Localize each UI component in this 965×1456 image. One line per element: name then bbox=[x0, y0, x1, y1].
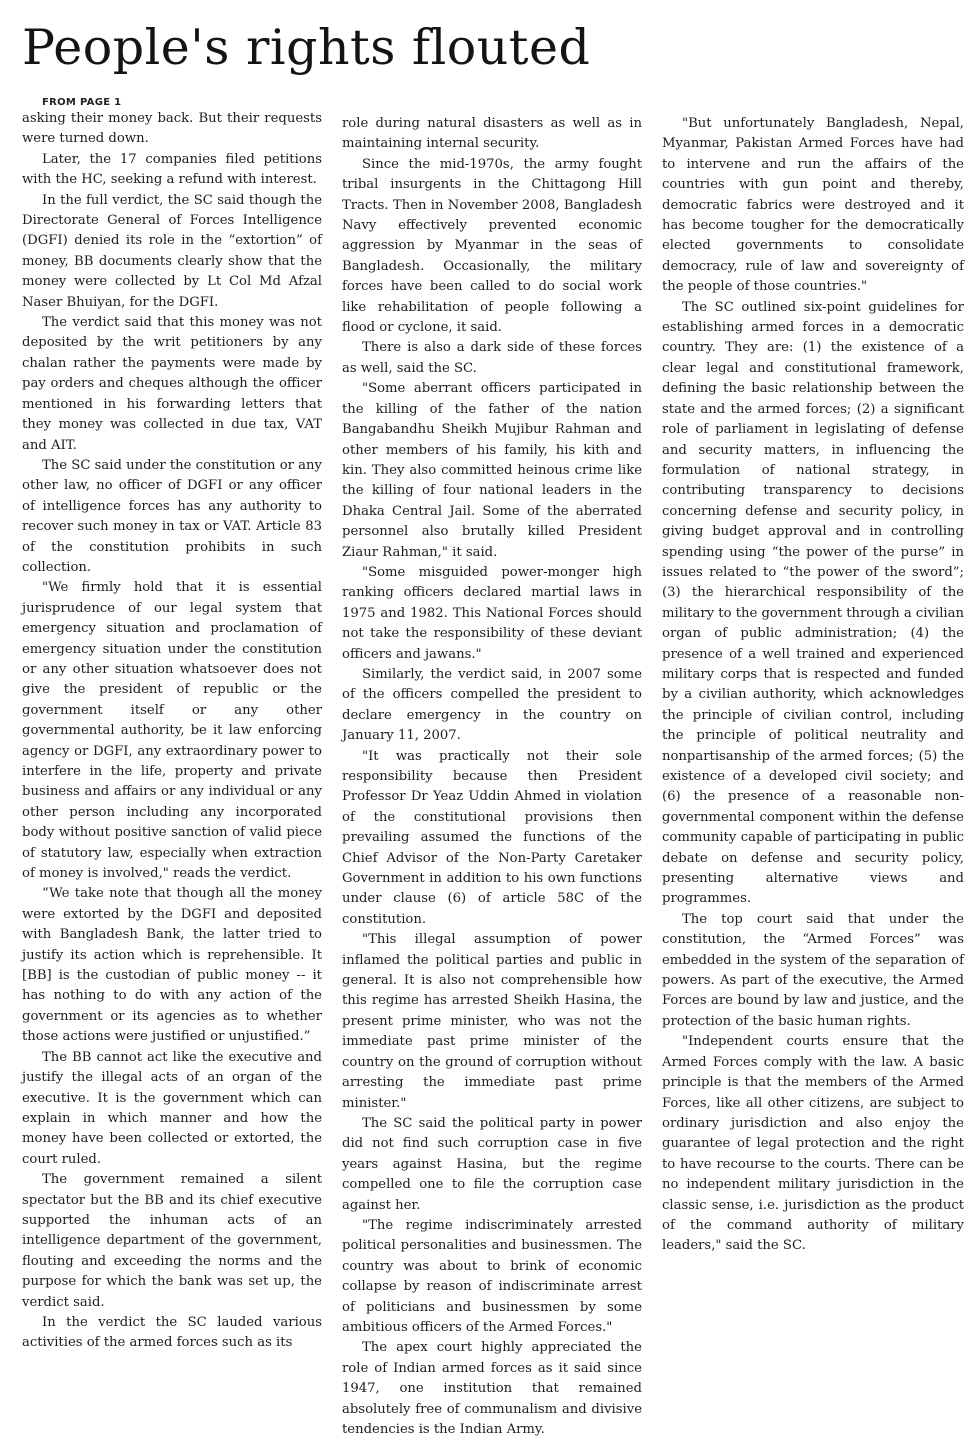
headline: People's rights flouted bbox=[22, 19, 591, 76]
paragraph: asking their money back. But their requests were turned down. bbox=[22, 111, 322, 147]
paragraph: Similarly, the verdict said, in 2007 some of the officers compelled the president to declare emergency in the country on January 11, 2007. bbox=[342, 666, 642, 744]
paragraph: The top court said that under the constitution, the “Armed Forces” was embedded in the system of the separation of powers. As part of the executive, the Armed Forces are bound by law and justice, and the protection of the basic human rights. bbox=[662, 911, 964, 1029]
paragraph: "It was practically not their sole responsibility because then President Professor Dr Yeaz Uddin Ahmed in violation of the constitutional provisions then prevailing assumed the functions of the Chief Advisor of the Non-Party Caretaker Government in addition to his own functions under clause (6) of article 58C of the constitution. bbox=[342, 748, 642, 927]
paragraph: "Some misguided power-monger high ranking officers declared martial laws in 1975 and 1982. This National Forces should not take the responsibility of these deviant officers and jawans." bbox=[342, 564, 642, 662]
paragraph: "Independent courts ensure that the Armed Forces comply with the law. A basic principle is that the members of the Armed Forces, like all other citizens, are subject to ordinary jurisdiction and also enjoy the guarantee of legal protection and the right to have recourse to the courts. There can be no independent military jurisdiction in the classic sense, i.e. jurisdiction as the product of the command authority of military leaders," said the SC. bbox=[662, 1034, 964, 1254]
paragraph: There is also a dark side of these forces as well, said the SC. bbox=[342, 340, 642, 376]
paragraph: role during natural disasters as well as in maintaining internal security. bbox=[342, 116, 642, 152]
paragraph: "Some aberrant officers participated in the killing of the father of the nation Bangabandhu Sheikh Mujibur Rahman and other members of his family, his kith and kin. They also committed heinous crime like the killing of four national leaders in the Dhaka Central Jail. Some of the aberrated personnel also brutally killed President Ziaur Rahman," it said. bbox=[342, 381, 642, 560]
paragraph: “We take note that though all the money were extorted by the DGFI and deposited with Bangladesh Bank, the latter tried to justify its action which is reprehensible. It [BB] is the custodian of public money -- it has nothing to do with any action of the government or its agencies as to whether those actions were justified or unjustified.” bbox=[22, 886, 322, 1045]
paragraph: Since the mid-1970s, the army fought tribal insurgents in the Chittagong Hill Tracts. Then in November 2008, Bangladesh Navy effectively prevented economic aggression by Myanmar in the seas of Bangladesh. Occasionally, the military forces have been called to do social work like rehabilitation of people following a flood or cyclone, it said. bbox=[342, 156, 642, 336]
paragraph: The apex court highly appreciated the role of Indian armed forces as it said since 1947, one institution that remained absolutely free of communalism and divisive tendencies is the Indian Army. bbox=[342, 1340, 642, 1437]
paragraph: The SC outlined six-point guidelines for establishing armed forces in a democratic country. They are: (1) the existence of a clear legal and constitutional framework, defining the basic relationship between the state and the armed forces; (2) a significant role of parliament in legislating of defense and security matters, in influencing the formulation of national strategy, in contributing transparency to decisions concerning defense and security policy, in giving budget approval and in controlling spending using “the power of the purse” in issues related to “the power of the sword”; (3) the hierarchical responsibility of the military to the government through a civilian organ of public administration; (4) the presence of a well trained and experienced military corps that is respected and funded by a civilian authority, which acknowledges the principle of civilian control, including the principle of political neutrality and nonpartisanship of the armed forces; (5) the existence of a developed civil society; and (6) the presence of a reasonable non-governmental component within the defense community capable of participating in public debate on defense and security policy, presenting alternative views and programmes. bbox=[662, 299, 964, 907]
paragraph: The BB cannot act like the executive and justify the illegal acts of an organ of the executive. It is the government which can explain in which manner and how the money have been collected or extorted, the court ruled. bbox=[22, 1049, 322, 1167]
article-body bbox=[22, 97, 964, 1440]
paragraph: The SC said under the constitution or any other law, no officer of DGFI or any officer of intelligence forces has any authority to recover such money in tax or VAT. Article 83 of the constitution prohibits in such collection. bbox=[22, 457, 322, 575]
article-column-1 bbox=[22, 96, 322, 1440]
paragraph: "The regime indiscriminately arrested political personalities and businessmen. The country was about to brink of economic collapse by reason of indiscriminate arrest of politicians and businessmen by some ambitious officers of the Armed Forces." bbox=[342, 1217, 642, 1335]
paragraph: The verdict said that this money was not deposited by the writ petitioners by any chalan rather the payments were made by pay orders and cheques although the officer mentioned in his forwarding letters that they money was collected in due tax, VAT and AIT. bbox=[22, 315, 322, 453]
paragraph: The government remained a silent spectator but the BB and its chief executive supported the inhuman acts of an intelligence department of the government, flouting and exceeding the norms and the purpose for which the bank was set up, the verdict said. bbox=[22, 1172, 322, 1310]
paragraph: The SC said the political party in power did not find such corruption case in five years against Hasina, but the regime compelled one to file the corruption case against her. bbox=[342, 1115, 642, 1213]
paragraph: In the verdict the SC lauded various activities of the armed forces such as its bbox=[22, 1314, 322, 1351]
continuation-kicker: FROM PAGE 1 bbox=[42, 97, 122, 108]
article-column-3 bbox=[662, 114, 964, 1440]
paragraph: In the full verdict, the SC said though the Directorate General of Forces Intelligence (DGFI) denied its role in the “extortion” of money, BB documents clearly show that the money were collected by Lt Col Md Afzal Naser Bhuiyan, for the DGFI. bbox=[22, 192, 322, 310]
paragraph: "But unfortunately Bangladesh, Nepal, Myanmar, Pakistan Armed Forces have had to intervene and run the affairs of the countries with gun point and thereby, democratic fabrics were destroyed and it has become tougher for the democratically elected governments to consolidate democracy, rule of law and sovereignty of the people of those countries." bbox=[662, 116, 964, 295]
paragraph: Later, the 17 companies filed petitions with the HC, seeking a refund with interest. bbox=[22, 151, 322, 188]
article-column-2 bbox=[342, 114, 642, 1440]
paragraph: "We firmly hold that it is essential jurisprudence of our legal system that emergency situation and proclamation of emergency situation under the constitution or any other situation whatsoever does not give the president of republic or the government itself or any other governmental authority, be it law enforcing agency or DGFI, any extraordinary power to interfere in the life, property and private business and affairs or any individual or any other person including any incorporated body without positive sanction of valid piece of statutory law, especially when extraction of money is involved," reads the verdict. bbox=[22, 580, 322, 882]
paragraph: "This illegal assumption of power inflamed the political parties and public in general. It is also not comprehensible how this regime has arrested Sheikh Hasina, the present prime minister, who was not the immediate past prime minister of the country on the ground of corruption without arresting the immediate past prime minister." bbox=[342, 932, 642, 1111]
